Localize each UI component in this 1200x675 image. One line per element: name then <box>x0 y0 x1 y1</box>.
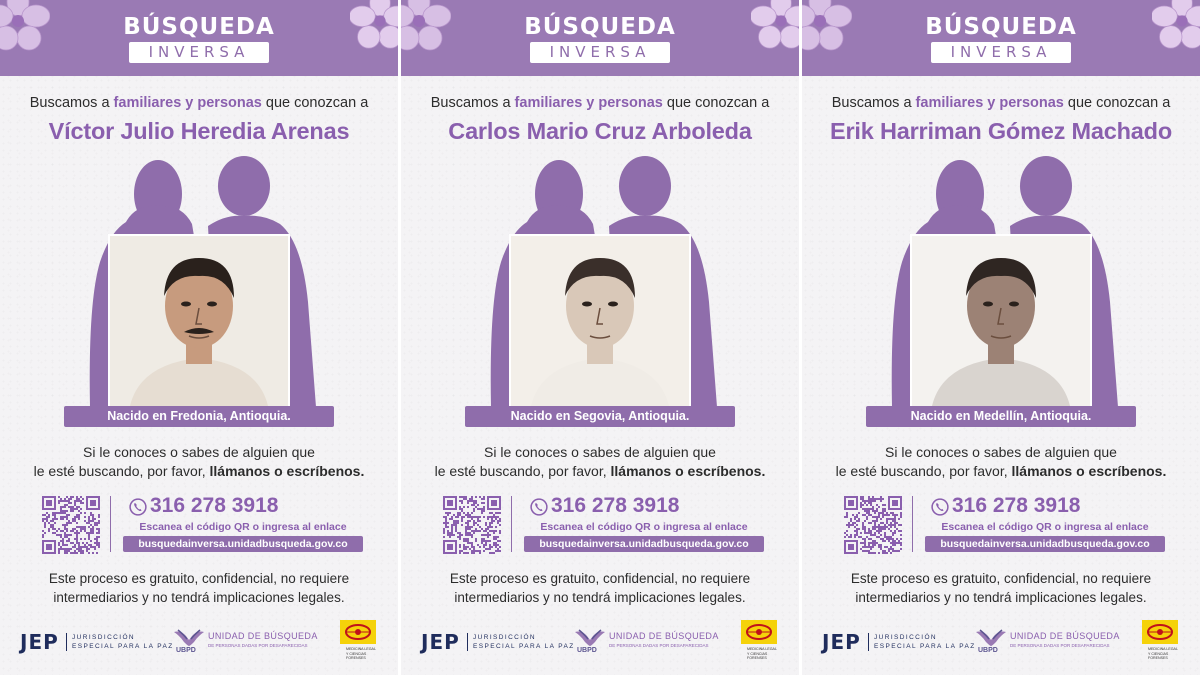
brand-subtitle: INVERSA <box>530 42 670 63</box>
poster-3: BÚSQUEDA INVERSA Buscamos a familiares y personas que conozcan a Erik Harriman Gómez Machado Nacido en Medellín, Antioquia. Si le conoces o sabes de alguien que le esté buscando, por favor, llámanos o escríbenos. 316 278 3918 Escanea el código QR o ingresa al enlace busquedainversa.unidadbusqueda.gov.co Este proceso es gratuito, confidencial, no requiere intermediarios y no tendrá implicaciones legales. JEP JURISDICCIÓN ESPECIAL PARA LA PAZ UBPD UNIDAD DE BÚSQUEDA DE PERSONAS DADAS POR DESAPARECIDAS MEDICINA LEGAL Y CIENCIAS FORENSES <box>802 0 1200 675</box>
portrait-illustration <box>912 236 1090 406</box>
person-photo <box>509 234 691 408</box>
intro-highlight: familiares y personas <box>514 95 663 111</box>
scan-instructions: Escanea el código QR o ingresa al enlace <box>941 521 1149 533</box>
portrait-illustration <box>110 236 288 406</box>
birthplace-label: Nacido en Medellín, Antioquia. <box>866 406 1136 427</box>
medicina-legal-emblem <box>338 618 378 646</box>
poster-header <box>401 0 799 76</box>
birthplace-label: Nacido en Fredonia, Antioquia. <box>64 406 334 427</box>
ubpd-logo: UBPD UNIDAD DE BÚSQUEDA DE PERSONAS DADAS POR DESAPARECIDAS <box>172 628 322 656</box>
intro-text: Buscamos a familiares y personas que conozcan a <box>430 95 770 111</box>
phone-icon <box>129 498 147 516</box>
scan-instructions: Escanea el código QR o ingresa al enlace <box>139 521 347 533</box>
intro-highlight: familiares y personas <box>915 95 1064 111</box>
medicina-legal-logo: MEDICINA LEGAL Y CIENCIAS FORENSES <box>739 618 779 666</box>
birthplace-label: Nacido en Segovia, Antioquia. <box>465 406 735 427</box>
person-photo <box>108 234 290 408</box>
phone-number[interactable]: 316 278 3918 <box>150 494 279 517</box>
brand-subtitle: INVERSA <box>129 42 269 63</box>
call-to-action-emphasis: llámanos o escríbenos. <box>610 463 766 479</box>
divider <box>511 496 512 552</box>
legal-notice: Este proceso es gratuito, confidencial, no requiere intermediarios y no tendrá implicaciones legales. <box>449 571 751 605</box>
legal-notice: Este proceso es gratuito, confidencial, no requiere intermediarios y no tendrá implicaciones legales. <box>48 571 350 605</box>
medicina-legal-emblem <box>739 618 779 646</box>
phone-icon <box>530 498 548 516</box>
legal-notice: Este proceso es gratuito, confidencial, no requiere intermediarios y no tendrá implicaciones legales. <box>850 571 1152 605</box>
qr-code-icon[interactable] <box>42 496 100 554</box>
ubpd-hands-icon <box>573 628 607 648</box>
phone-number[interactable]: 316 278 3918 <box>551 494 680 517</box>
medicina-legal-logo: MEDICINA LEGAL Y CIENCIAS FORENSES <box>1140 618 1180 666</box>
brand-title: BÚSQUEDA <box>524 14 676 40</box>
ubpd-hands-icon <box>172 628 206 648</box>
website-link[interactable]: busquedainversa.unidadbusqueda.gov.co <box>123 536 363 552</box>
poster-header <box>802 0 1200 76</box>
poster-2: BÚSQUEDA INVERSA Buscamos a familiares y personas que conozcan a Carlos Mario Cruz Arboleda Nacido en Segovia, Antioquia. Si le conoces o sabes de alguien que le esté buscando, por favor, llámanos o escríbenos. 316 278 3918 Escanea el código QR o ingresa al enlace busquedainversa.unidadbusqueda.gov.co Este proceso es gratuito, confidencial, no requiere intermediarios y no tendrá implicaciones legales. JEP JURISDICCIÓN ESPECIAL PARA LA PAZ UBPD UNIDAD DE BÚSQUEDA DE PERSONAS DADAS POR DESAPARECIDAS MEDICINA LEGAL Y CIENCIAS FORENSES <box>401 0 799 675</box>
person-name: Víctor Julio Heredia Arenas <box>48 118 350 144</box>
website-link[interactable]: busquedainversa.unidadbusqueda.gov.co <box>925 536 1165 552</box>
intro-highlight: familiares y personas <box>113 95 262 111</box>
divider <box>110 496 111 552</box>
call-to-action-text: Si le conoces o sabes de alguien que le esté buscando, por favor, llámanos o escríbenos. <box>835 444 1167 479</box>
call-to-action-emphasis: llámanos o escríbenos. <box>1011 463 1167 479</box>
scan-instructions: Escanea el código QR o ingresa al enlace <box>540 521 748 533</box>
ubpd-hands-icon <box>974 628 1008 648</box>
brand-title: BÚSQUEDA <box>925 14 1077 40</box>
portrait-illustration <box>511 236 689 406</box>
person-photo <box>910 234 1092 408</box>
qr-code-icon[interactable] <box>844 496 902 554</box>
ubpd-logo: UBPD UNIDAD DE BÚSQUEDA DE PERSONAS DADAS POR DESAPARECIDAS <box>573 628 723 656</box>
poster-header <box>0 0 398 76</box>
poster-1: BÚSQUEDA INVERSA Buscamos a familiares y personas que conozcan a Víctor Julio Heredia Arenas Nacido en Fredonia, Antioquia. Si le conoces o sabes de alguien que le esté buscando, por favor, llámanos o escríbenos. 316 278 3918 Escanea el código QR o ingresa al enlace busquedainversa.unidadbusqueda.gov.co Este proceso es gratuito, confidencial, no requiere intermediarios y no tendrá implicaciones legales. JEP JURISDICCIÓN ESPECIAL PARA LA PAZ UBPD UNIDAD DE BÚSQUEDA DE PERSONAS DADAS POR DESAPARECIDAS MEDICINA LEGAL Y CIENCIAS FORENSES <box>0 0 398 675</box>
person-name: Erik Harriman Gómez Machado <box>830 118 1172 144</box>
phone-number[interactable]: 316 278 3918 <box>952 494 1081 517</box>
brand-title: BÚSQUEDA <box>123 14 275 40</box>
intro-text: Buscamos a familiares y personas que conozcan a <box>29 95 369 111</box>
call-to-action-emphasis: llámanos o escríbenos. <box>209 463 365 479</box>
call-to-action-text: Si le conoces o sabes de alguien que le esté buscando, por favor, llámanos o escríbenos. <box>33 444 365 479</box>
brand-subtitle: INVERSA <box>931 42 1071 63</box>
qr-code-icon[interactable] <box>443 496 501 554</box>
medicina-legal-emblem <box>1140 618 1180 646</box>
ubpd-logo: UBPD UNIDAD DE BÚSQUEDA DE PERSONAS DADAS POR DESAPARECIDAS <box>974 628 1124 656</box>
person-name: Carlos Mario Cruz Arboleda <box>448 118 752 144</box>
divider <box>912 496 913 552</box>
website-link[interactable]: busquedainversa.unidadbusqueda.gov.co <box>524 536 764 552</box>
call-to-action-text: Si le conoces o sabes de alguien que le esté buscando, por favor, llámanos o escríbenos. <box>434 444 766 479</box>
intro-text: Buscamos a familiares y personas que conozcan a <box>831 95 1171 111</box>
phone-icon <box>931 498 949 516</box>
medicina-legal-logo: MEDICINA LEGAL Y CIENCIAS FORENSES <box>338 618 378 666</box>
